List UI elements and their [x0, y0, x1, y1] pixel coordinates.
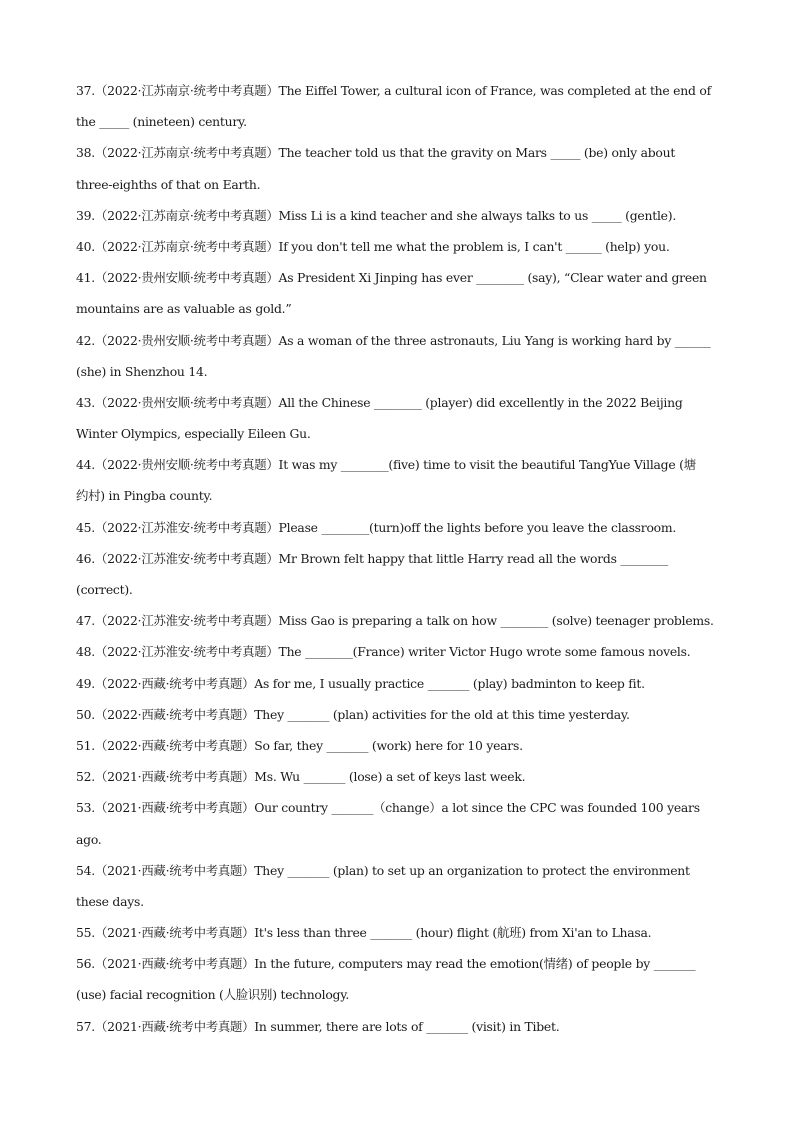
question-line: ago. — [76, 831, 102, 847]
question-line: 56.（2021·西藏·统考中考真题）In the future, computers may read the emotion(情绪) of people by _______ — [76, 956, 696, 972]
question-line: 44.（2022·贵州安顺·统考中考真题）It was my ________(five) time to visit the beautiful TangYue Village (塘 — [76, 457, 696, 473]
question-item — [76, 952, 720, 1014]
question-item — [76, 765, 720, 796]
question-line: 57.（2021·西藏·统考中考真题）In summer, there are lots of _______ (visit) in Tibet. — [76, 1018, 560, 1034]
question-line: 41.（2022·贵州安顺·统考中考真题）As President Xi Jinping has ever ________ (say), “Clear water and green — [76, 270, 707, 286]
question-line: these days. — [76, 893, 144, 909]
question-line: 55.（2021·西藏·统考中考真题）It's less than three _______ (hour) flight (航班) from Xi'an to Lhasa. — [76, 925, 652, 941]
question-item — [76, 703, 720, 734]
question-item — [76, 79, 720, 141]
question-line: 45.（2022·江苏淮安·统考中考真题）Please ________(turn)off the lights before you leave the classroom. — [76, 519, 677, 535]
question-item — [76, 266, 720, 328]
question-line: 54.（2021·西藏·统考中考真题）They _______ (plan) to set up an organization to protect the environment — [76, 862, 690, 878]
question-line: the _____ (nineteen) century. — [76, 114, 247, 130]
question-line: three-eighths of that on Earth. — [76, 176, 261, 192]
question-line: mountains are as valuable as gold.” — [76, 301, 292, 317]
question-line: 约村) in Pingba county. — [76, 488, 213, 504]
question-line: 38.（2022·江苏南京·统考中考真题）The teacher told us that the gravity on Mars _____ (be) only about — [76, 145, 676, 161]
question-item — [76, 391, 720, 453]
question-line: 46.（2022·江苏淮安·统考中考真题）Mr Brown felt happy that little Harry read all the words ________ — [76, 550, 668, 566]
question-line: Winter Olympics, especially Eileen Gu. — [76, 426, 311, 442]
question-line: 42.（2022·贵州安顺·统考中考真题）As a woman of the three astronauts, Liu Yang is working hard by ______ — [76, 332, 711, 348]
question-line: (use) facial recognition (人脸识别) technology. — [76, 987, 350, 1003]
question-line: 52.（2021·西藏·统考中考真题）Ms. Wu _______ (lose) a set of keys last week. — [76, 769, 526, 785]
question-item — [76, 609, 720, 640]
question-line: (correct). — [76, 582, 133, 597]
question-line: 53.（2021·西藏·统考中考真题）Our country _______（change）a lot since the CPC was founded 100 years — [76, 800, 700, 816]
question-item — [76, 204, 720, 235]
question-item — [76, 141, 720, 203]
question-item — [76, 547, 720, 609]
question-item — [76, 734, 720, 765]
question-item — [76, 453, 720, 515]
question-line: 47.（2022·江苏淮安·统考中考真题）Miss Gao is preparing a talk on how ________ (solve) teenager problems. — [76, 613, 714, 629]
question-line: 48.（2022·江苏淮安·统考中考真题）The ________(France) writer Victor Hugo wrote some famous novels. — [76, 644, 691, 660]
question-item — [76, 859, 720, 921]
question-item — [76, 796, 720, 858]
question-line: 39.（2022·江苏南京·统考中考真题）Miss Li is a kind teacher and she always talks to us _____ (gentle). — [76, 207, 677, 223]
question-item — [76, 235, 720, 266]
question-item — [76, 516, 720, 547]
question-line: 40.（2022·江苏南京·统考中考真题）If you don't tell me what the problem is, I can't ______ (help) you. — [76, 238, 670, 254]
question-item — [76, 1015, 720, 1046]
question-line: 50.（2022·西藏·统考中考真题）They _______ (plan) activities for the old at this time yesterday. — [76, 706, 630, 722]
question-line: (she) in Shenzhou 14. — [76, 363, 208, 379]
question-line: 43.（2022·贵州安顺·统考中考真题）All the Chinese ________ (player) did excellently in the 2022 Beijing — [76, 394, 683, 410]
question-list — [76, 79, 720, 1046]
question-line: 49.（2022·西藏·统考中考真题）As for me, I usually practice _______ (play) badminton to keep fit. — [76, 675, 645, 691]
question-line: 37.（2022·江苏南京·统考中考真题）The Eiffel Tower, a cultural icon of France, was completed at the end of — [76, 83, 711, 98]
question-item — [76, 329, 720, 391]
question-item — [76, 672, 720, 703]
question-item — [76, 921, 720, 952]
question-item — [76, 640, 720, 671]
question-line: 51.（2022·西藏·统考中考真题）So far, they _______ (work) here for 10 years. — [76, 737, 523, 753]
